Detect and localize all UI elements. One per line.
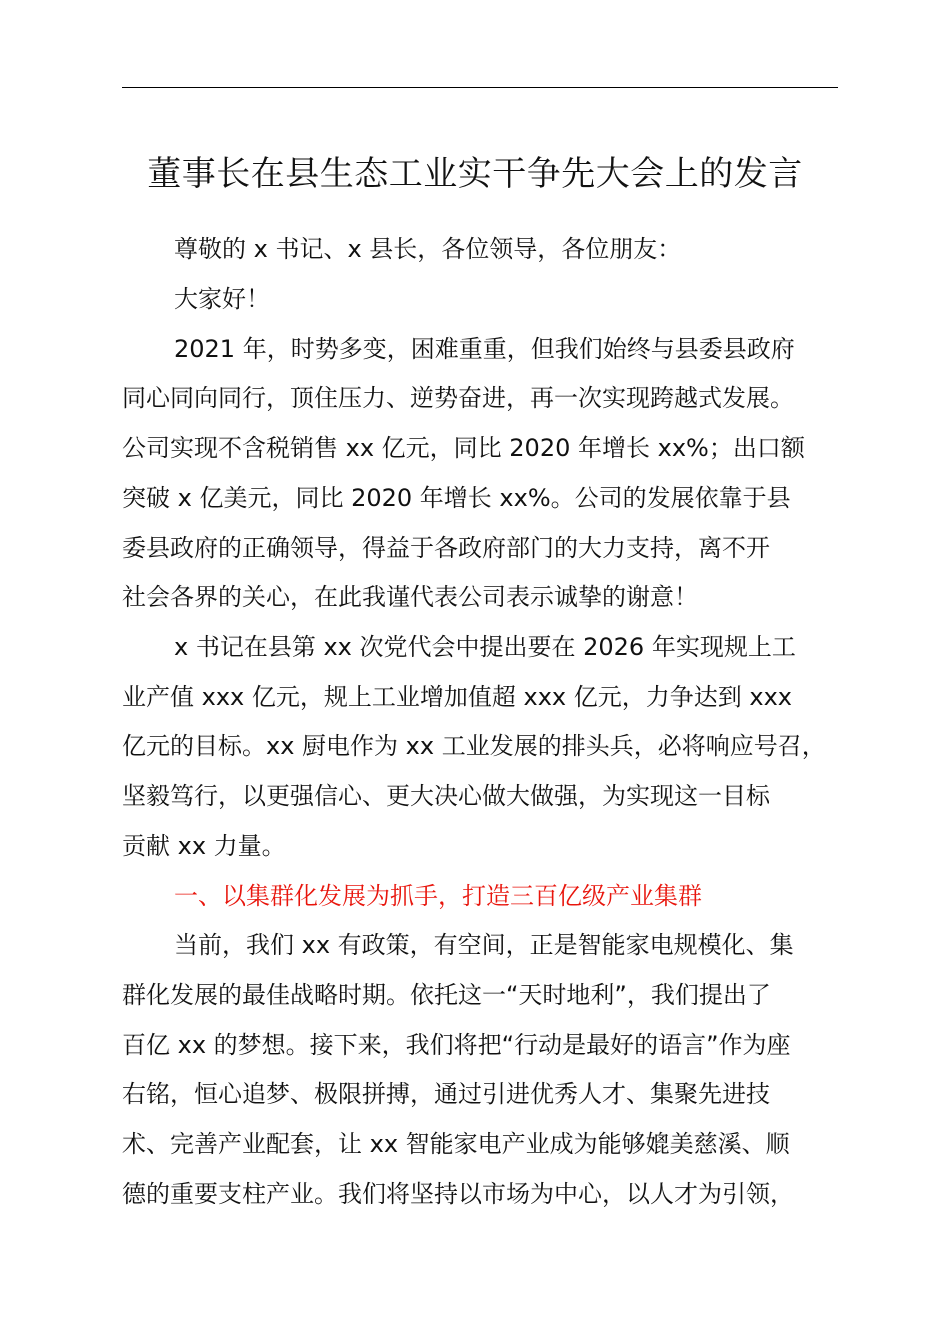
paragraph-line: 百亿 xx 的梦想。接下来，我们将把“行动是最好的语言”作为座 [122,1031,791,1059]
paragraph-line: 2021 年，时势多变，困难重重，但我们始终与县委县政府 [174,335,795,363]
paragraph-line: 亿元的目标。xx 厨电作为 xx 工业发展的排头兵，必将响应号召， [122,732,826,760]
paragraph-line: 公司实现不含税销售 xx 亿元，同比 2020 年增长 xx%；出口额 [122,434,805,462]
paragraph-line: x 书记在县第 xx 次党代会中提出要在 2026 年实现规上工 [174,633,796,661]
paragraph-line: 委县政府的正确领导，得益于各政府部门的大力支持，离不开 [122,534,770,562]
header-rule [122,87,838,88]
paragraph-line: 坚毅笃行，以更强信心、更大决心做大做强，为实现这一目标 [122,782,770,810]
salutation-line: 尊敬的 x 书记、x 县长，各位领导，各位朋友： [174,235,682,263]
greeting-line: 大家好！ [174,285,270,313]
paragraph-line: 突破 x 亿美元，同比 2020 年增长 xx%。公司的发展依靠于县 [122,484,791,512]
paragraph-line: 同心同向同行，顶住压力、逆势奋进，再一次实现跨越式发展。 [122,384,794,412]
paragraph-line: 社会各界的关心，在此我谨代表公司表示诚挚的谢意！ [122,583,698,611]
paragraph-line: 德的重要支柱产业。我们将坚持以市场为中心，以人才为引领， [122,1180,794,1208]
paragraph-line: 贡献 xx 力量。 [122,832,286,860]
paragraph-line: 业产值 xxx 亿元，规上工业增加值超 xxx 亿元，力争达到 xxx [122,683,792,711]
paragraph-line: 当前，我们 xx 有政策，有空间，正是智能家电规模化、集 [174,931,794,959]
paragraph-line: 群化发展的最佳战略时期。依托这一“天时地利”，我们提出了 [122,981,771,1009]
paragraph-line: 右铭，恒心追梦、极限拼搏，通过引进优秀人才、集聚先进技 [122,1080,770,1108]
paragraph-line: 术、完善产业配套，让 xx 智能家电产业成为能够媲美慈溪、顺 [122,1130,790,1158]
document-title: 董事长在县生态工业实干争先大会上的发言 [147,154,803,194]
section-heading: 一、以集群化发展为抓手，打造三百亿级产业集群 [174,882,702,910]
